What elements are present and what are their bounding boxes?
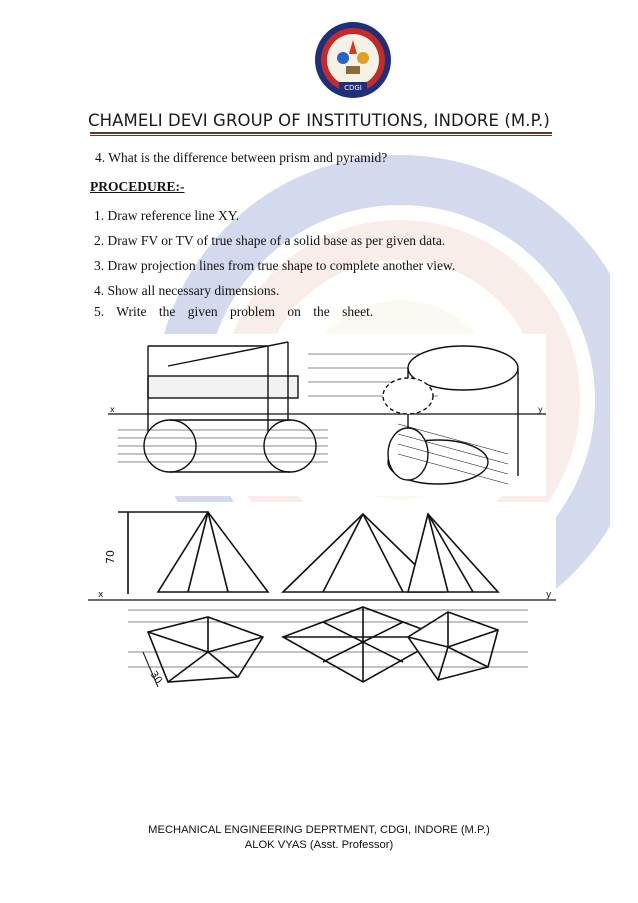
procedure-step: 5. Write the given problem on the sheet.	[94, 304, 374, 319]
procedure-step: 2. Draw FV or TV of true shape of a solid base as per given data.	[94, 233, 446, 248]
label-y: y	[538, 405, 543, 414]
logo-text: CDGI	[344, 84, 362, 92]
header-divider-thin	[90, 135, 552, 136]
institution-logo	[313, 20, 393, 100]
procedure-heading: PROCEDURE:-	[90, 179, 185, 194]
question-text: 4. What is the difference between prism and pyramid?	[95, 150, 388, 165]
label-x: x	[98, 590, 104, 600]
label-x: x	[110, 405, 115, 414]
page-header-title: CHAMELI DEVI GROUP OF INSTITUTIONS, INDORE (M.P.)	[88, 111, 550, 130]
procedure-step: 3. Draw projection lines from true shape to complete another view.	[94, 258, 456, 273]
prism-cylinder-figure	[108, 334, 546, 496]
procedure-step: 4. Show all necessary dimensions.	[94, 283, 280, 298]
label-y: y	[546, 590, 552, 600]
header-divider	[90, 132, 552, 134]
footer-author: ALOK VYAS (Asst. Professor)	[244, 839, 394, 851]
pyramid-figure	[88, 502, 556, 698]
dim-height-label: 70	[104, 550, 117, 564]
procedure-step: 1. Draw reference line XY.	[94, 208, 240, 223]
footer-department: MECHANICAL ENGINEERING DEPRTMENT, CDGI, INDORE (M.P.)	[148, 824, 490, 836]
dim-base-label: 30	[147, 669, 164, 687]
